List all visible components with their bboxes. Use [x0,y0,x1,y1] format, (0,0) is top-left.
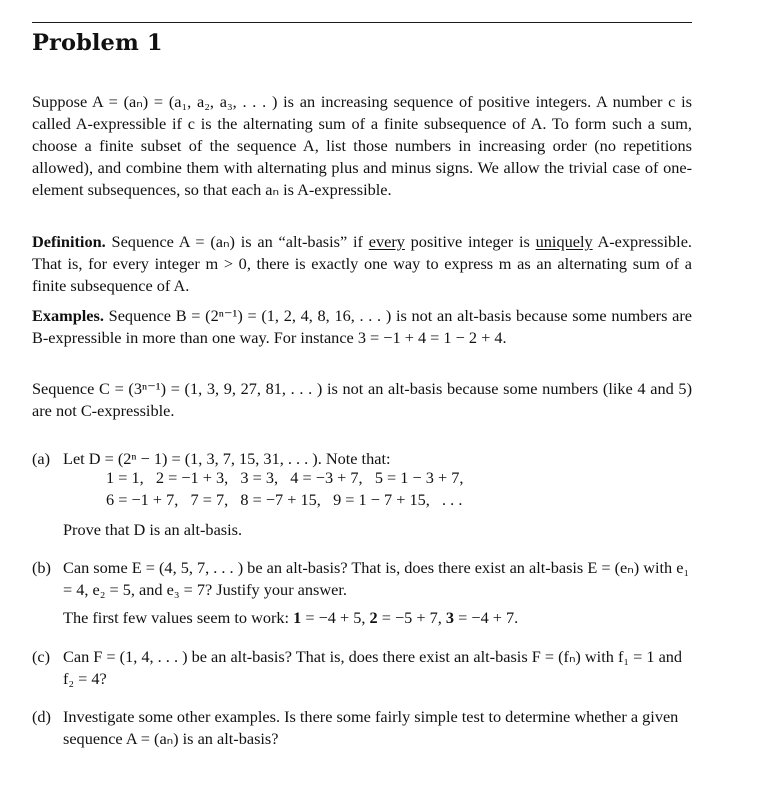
part-b-value-1: 1 [293,608,302,627]
part-a-equations-line-2: 6 = −1 + 7, 7 = 7, 8 = −7 + 15, 9 = 1 − 7 + 15, . . . [106,490,463,509]
part-d-tag: (d) [32,707,51,726]
part-b-eq-2: = −5 + 7, [377,608,446,627]
part-b-tag: (b) [32,558,51,577]
problem-title: Problem 1 [32,30,163,56]
part-b-eq-1: = −4 + 5, [301,608,370,627]
definition-every: every [368,232,405,251]
intro-paragraph: Suppose A = (aₙ) = (a₁, a₂, a₃, . . . ) is an increasing sequence of positive integers. A number c is called A-expressible if c is the alternating sum of a finite subsequence of A. To form such a sum, choose a finite subset of the sequence A, list those numbers in increasing order (no repetitions allowed), and combine them with alternating plus and minus signs. We allow the trivial case of one-element subsequences, so that each aₙ is A-expressible. [32,92,692,199]
part-b-value-2: 2 [369,608,378,627]
part-a-prompt: Prove that D is an alt-basis. [63,520,243,539]
part-c [32,646,692,690]
definition-label: Definition. [32,232,106,251]
definition-text-1: Sequence A = (aₙ) is an “alt-basis” if [111,232,369,251]
part-b [32,557,692,601]
examples-label: Examples. [32,306,104,325]
part-b-note [63,607,518,629]
examples-paragraph [32,305,692,349]
definition-text-3: A-expressible. That is, for every integer m > 0, there is exactly one way to express m as an alternating sum of a finite subsequence of A. [32,232,692,295]
definition-paragraph [32,231,692,297]
part-c-text: Can F = (1, 4, . . . ) be an alt-basis? That is, does there exist an alt-basis F = (fₙ) with f₁ = 1 and f₂ = 4? [63,647,683,688]
part-b-note-prefix: The first few values seem to work: [63,608,294,627]
examples-text-1: Sequence B = (2ⁿ⁻¹) = (1, 2, 4, 8, 16, . . . ) is not an alt-basis because some numbers are B-expressible in more than one way. For instance 3 = −1 + 4 = 1 − 2 + 4. [32,306,693,347]
top-rule [32,22,692,23]
part-a-equations-line-1: 1 = 1, 2 = −1 + 3, 3 = 3, 4 = −3 + 7, 5 = 1 − 3 + 7, [106,468,464,487]
part-b-text: Can some E = (4, 5, 7, . . . ) be an alt-basis? That is, does there exist an alt-basis E = (eₙ) with e₁ = 4, e₂ = 5, and e₃ = 7? Justify your answer. [63,558,690,599]
part-b-eq-3: = −4 + 7. [454,608,519,627]
definition-uniquely: uniquely [535,232,593,251]
part-b-value-3: 3 [445,608,455,627]
definition-text-2: positive integer is [404,232,536,251]
part-a-text: Let D = (2ⁿ − 1) = (1, 3, 7, 15, 31, . . . ). Note that: [63,449,391,468]
examples-paragraph-2: Sequence C = (3ⁿ⁻¹) = (1, 3, 9, 27, 81, . . . ) is not an alt-basis because some numbers (like 4 and 5) are not C-expressible. [32,379,692,420]
part-c-tag: (c) [32,647,51,666]
part-a-tag: (a) [32,449,51,468]
part-d [32,706,692,750]
part-d-text: Investigate some other examples. Is there some fairly simple test to determine whether a given sequence A = (aₙ) is an alt-basis? [63,707,679,748]
